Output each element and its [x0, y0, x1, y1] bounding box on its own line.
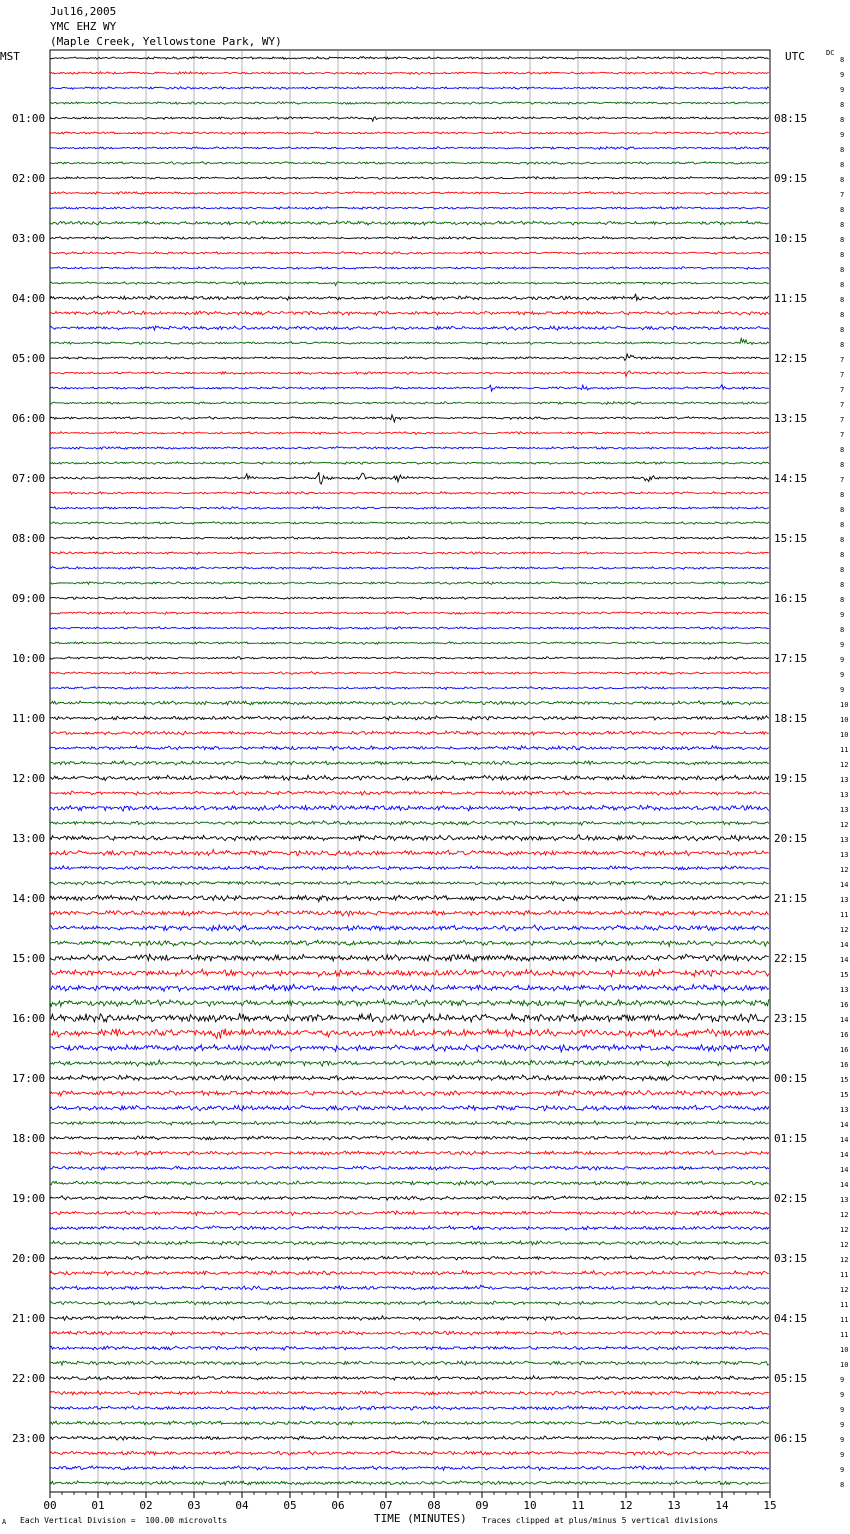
dc-offset-value: 11 [840, 911, 849, 919]
trace-row [50, 102, 769, 105]
trace-row [50, 1241, 769, 1245]
dc-offset-value: 9 [840, 1466, 845, 1474]
left-hour-label: 12:00 [12, 772, 46, 785]
trace-row [50, 252, 769, 255]
trace-row [50, 850, 769, 856]
trace-row [50, 1044, 769, 1051]
trace-row [50, 597, 769, 600]
trace-row [50, 1436, 769, 1440]
trace-row [50, 221, 769, 225]
vertical-scale-note: Each Vertical Division = 100.00 microvolts [20, 1516, 228, 1525]
left-hour-label: 08:00 [12, 532, 46, 545]
trace-row [50, 1301, 769, 1305]
x-tick-label: 09 [475, 1499, 489, 1512]
dc-offset-value: 11 [840, 1271, 849, 1279]
trace-row [50, 1451, 769, 1455]
dc-offset-value: 16 [840, 1061, 849, 1069]
trace-row [50, 1376, 769, 1380]
trace-row [50, 687, 769, 690]
left-hour-label: 21:00 [12, 1312, 46, 1325]
dc-offset-value: 8 [840, 176, 845, 184]
dc-offset-value: 8 [840, 461, 845, 469]
dc-offset-value: 8 [840, 341, 845, 349]
trace-row [50, 415, 769, 422]
left-hour-label: 17:00 [12, 1072, 46, 1085]
seismic-traces [50, 57, 769, 1485]
dc-offset-value: 9 [840, 656, 845, 664]
dc-offset-value: 10 [840, 716, 849, 724]
dc-offset-value: 12 [840, 1211, 849, 1219]
trace-row [50, 162, 769, 165]
dc-offset-value: 9 [840, 71, 845, 79]
right-hour-label: 15:15 [774, 532, 808, 545]
right-hour-label: 03:15 [774, 1252, 808, 1265]
dc-offset-value: 14 [840, 1181, 849, 1189]
dc-offset-value: 14 [840, 956, 849, 964]
x-tick-label: 14 [715, 1499, 729, 1512]
trace-row [50, 582, 769, 585]
right-hour-label: 14:15 [774, 472, 808, 485]
plot-date: Jul16,2005 [50, 5, 117, 18]
dc-offset-value: 8 [840, 206, 845, 214]
trace-row [50, 731, 769, 735]
dc-offset-value: 9 [840, 1376, 845, 1384]
dc-offset-value: 8 [840, 101, 845, 109]
left-hour-label: 10:00 [12, 652, 46, 665]
trace-row [50, 402, 769, 405]
trace-row [50, 1256, 769, 1260]
trace-row [50, 1136, 769, 1140]
trace-row [50, 338, 769, 344]
trace-row [50, 612, 769, 615]
dc-offset-header: DC [826, 49, 835, 57]
left-hour-label: 06:00 [12, 412, 46, 425]
time-labels [12, 56, 848, 1489]
dc-offset-value: 12 [840, 926, 849, 934]
dc-offset-value: 7 [840, 476, 845, 484]
right-hour-label: 20:15 [774, 832, 808, 845]
dc-offset-value: 12 [840, 1241, 849, 1249]
dc-offset-value: 9 [840, 1406, 845, 1414]
trace-row [50, 147, 769, 150]
dc-offset-value: 8 [840, 221, 845, 229]
trace-row [50, 821, 769, 826]
dc-offset-value: 8 [840, 296, 845, 304]
trace-row [50, 447, 769, 450]
left-hour-label: 01:00 [12, 112, 46, 125]
trace-row [50, 237, 769, 240]
plot-frame [50, 50, 770, 1492]
right-hour-label: 21:15 [774, 892, 808, 905]
dc-offset-value: 13 [840, 1196, 849, 1204]
trace-row [50, 746, 769, 750]
dc-offset-value: 8 [840, 536, 845, 544]
dc-offset-value: 8 [840, 521, 845, 529]
left-hour-label: 11:00 [12, 712, 46, 725]
left-hour-label: 22:00 [12, 1372, 46, 1385]
dc-offset-value: 10 [840, 1361, 849, 1369]
dc-offset-value: 8 [840, 506, 845, 514]
left-hour-label: 18:00 [12, 1132, 46, 1145]
trace-row [50, 1346, 769, 1350]
trace-row [50, 761, 769, 765]
right-hour-label: 06:15 [774, 1432, 808, 1445]
clipping-note: Traces clipped at plus/minus 5 vertical divisions [482, 1516, 719, 1525]
grid-lines [50, 50, 770, 1492]
dc-offset-value: 8 [840, 491, 845, 499]
trace-row [50, 472, 769, 484]
right-hour-label: 05:15 [774, 1372, 808, 1385]
left-hour-label: 05:00 [12, 352, 46, 365]
dc-offset-value: 11 [840, 1331, 849, 1339]
dc-offset-value: 8 [840, 581, 845, 589]
dc-offset-value: 13 [840, 986, 849, 994]
right-hour-label: 13:15 [774, 412, 808, 425]
dc-offset-value: 8 [840, 626, 845, 634]
trace-row [50, 627, 769, 630]
trace-row [50, 57, 769, 60]
dc-offset-value: 9 [840, 1391, 845, 1399]
dc-offset-value: 15 [840, 1091, 849, 1099]
dc-offset-value: 15 [840, 971, 849, 979]
trace-row [50, 716, 769, 720]
dc-offset-value: 8 [840, 236, 845, 244]
trace-row [50, 1013, 769, 1022]
dc-offset-value: 8 [840, 1481, 845, 1489]
dc-offset-value: 11 [840, 1301, 849, 1309]
x-tick-label: 11 [571, 1499, 585, 1512]
trace-row [50, 567, 769, 570]
dc-offset-value: 7 [840, 431, 845, 439]
trace-row [50, 701, 769, 705]
trace-row [50, 267, 769, 270]
x-tick-label: 00 [43, 1499, 57, 1512]
trace-row [50, 954, 769, 961]
right-hour-label: 23:15 [774, 1012, 808, 1025]
x-axis-title: TIME (MINUTES) [374, 1512, 467, 1525]
dc-offset-value: 14 [840, 1166, 849, 1174]
dc-offset-value: 13 [840, 791, 849, 799]
x-tick-label: 01 [91, 1499, 105, 1512]
dc-offset-value: 12 [840, 821, 849, 829]
dc-offset-value: 8 [840, 146, 845, 154]
trace-row [50, 1466, 769, 1470]
station-code: YMC EHZ WY [50, 20, 117, 33]
dc-offset-value: 10 [840, 1346, 849, 1354]
right-hour-label: 16:15 [774, 592, 808, 605]
dc-offset-value: 9 [840, 686, 845, 694]
right-hour-label: 22:15 [774, 952, 808, 965]
dc-offset-value: 9 [840, 1451, 845, 1459]
trace-row [50, 1481, 769, 1485]
trace-row [50, 984, 769, 991]
dc-offset-value: 16 [840, 1046, 849, 1054]
left-hour-label: 23:00 [12, 1432, 46, 1445]
dc-offset-value: 16 [840, 1001, 849, 1009]
right-hour-label: 11:15 [774, 292, 808, 305]
left-timezone-label: MST [0, 50, 20, 63]
trace-row [50, 326, 769, 330]
dc-offset-value: 8 [840, 566, 845, 574]
trace-row [50, 925, 769, 931]
dc-offset-value: 9 [840, 611, 845, 619]
dc-offset-value: 8 [840, 266, 845, 274]
trace-row [50, 117, 769, 122]
dc-offset-value: 13 [840, 851, 849, 859]
trace-row [50, 1166, 769, 1170]
trace-row [50, 672, 769, 675]
dc-offset-value: 12 [840, 761, 849, 769]
dc-offset-value: 13 [840, 806, 849, 814]
trace-row [50, 192, 769, 195]
right-hour-label: 04:15 [774, 1312, 808, 1325]
right-hour-label: 12:15 [774, 352, 808, 365]
dc-offset-value: 14 [840, 1121, 849, 1129]
dc-offset-value: 7 [840, 371, 845, 379]
trace-row [50, 1196, 769, 1200]
trace-row [50, 642, 769, 645]
x-tick-label: 05 [283, 1499, 297, 1512]
dc-offset-value: 12 [840, 866, 849, 874]
trace-row [50, 895, 769, 901]
left-hour-label: 02:00 [12, 172, 46, 185]
x-tick-label: 02 [139, 1499, 153, 1512]
trace-row [50, 207, 769, 210]
left-hour-label: 20:00 [12, 1252, 46, 1265]
x-tick-label: 10 [523, 1499, 537, 1512]
dc-offset-value: 10 [840, 731, 849, 739]
trace-row [50, 132, 769, 135]
trace-row [50, 791, 769, 796]
right-hour-label: 17:15 [774, 652, 808, 665]
trace-row [50, 282, 769, 286]
trace-row [50, 1421, 769, 1425]
dc-offset-value: 13 [840, 1106, 849, 1114]
trace-row [50, 775, 769, 780]
left-hour-label: 19:00 [12, 1192, 46, 1205]
trace-row [50, 835, 769, 841]
trace-row [50, 492, 769, 495]
dc-offset-value: 13 [840, 896, 849, 904]
dc-offset-value: 14 [840, 881, 849, 889]
x-axis-ticks [43, 1492, 776, 1512]
dc-offset-value: 8 [840, 161, 845, 169]
right-hour-label: 01:15 [774, 1132, 808, 1145]
trace-row [50, 657, 769, 660]
left-hour-label: 04:00 [12, 292, 46, 305]
trace-row [50, 881, 769, 885]
dc-offset-value: 8 [840, 56, 845, 64]
trace-row [50, 1211, 769, 1215]
dc-offset-value: 8 [840, 596, 845, 604]
trace-row [50, 507, 769, 510]
trace-row [50, 1181, 769, 1185]
dc-offset-value: 8 [840, 116, 845, 124]
dc-offset-value: 9 [840, 671, 845, 679]
left-hour-label: 14:00 [12, 892, 46, 905]
trace-row [50, 910, 769, 915]
trace-row [50, 311, 769, 316]
trace-row [50, 552, 769, 555]
dc-offset-value: 15 [840, 1076, 849, 1084]
right-hour-label: 08:15 [774, 112, 808, 125]
dc-offset-value: 7 [840, 191, 845, 199]
trace-row [50, 1271, 769, 1275]
dc-offset-value: 9 [840, 1436, 845, 1444]
trace-row [50, 432, 769, 435]
trace-row [50, 1060, 769, 1066]
dc-offset-value: 7 [840, 356, 845, 364]
trace-row [50, 969, 769, 977]
trace-row [50, 1316, 769, 1321]
trace-row [50, 522, 769, 525]
dc-offset-value: 12 [840, 1226, 849, 1234]
dc-offset-value: 8 [840, 311, 845, 319]
dc-offset-value: 9 [840, 131, 845, 139]
footer-mark: A [2, 1518, 7, 1526]
dc-offset-value: 8 [840, 326, 845, 334]
dc-offset-value: 14 [840, 1016, 849, 1024]
right-hour-label: 18:15 [774, 712, 808, 725]
trace-row [50, 385, 769, 392]
right-hour-label: 10:15 [774, 232, 808, 245]
x-tick-label: 04 [235, 1499, 249, 1512]
x-tick-label: 07 [379, 1499, 393, 1512]
dc-offset-value: 9 [840, 86, 845, 94]
x-tick-label: 12 [619, 1499, 633, 1512]
dc-offset-value: 14 [840, 941, 849, 949]
left-hour-label: 09:00 [12, 592, 46, 605]
left-hour-label: 15:00 [12, 952, 46, 965]
left-hour-label: 07:00 [12, 472, 46, 485]
trace-row [50, 940, 769, 946]
trace-row [50, 294, 769, 301]
dc-offset-value: 13 [840, 776, 849, 784]
trace-row [50, 371, 769, 377]
left-hour-label: 13:00 [12, 832, 46, 845]
trace-row [50, 1029, 769, 1039]
x-tick-label: 08 [427, 1499, 441, 1512]
trace-row [50, 177, 769, 180]
right-hour-label: 02:15 [774, 1192, 808, 1205]
trace-row [50, 805, 769, 811]
trace-row [50, 1331, 769, 1335]
dc-offset-value: 8 [840, 551, 845, 559]
dc-offset-value: 12 [840, 1256, 849, 1264]
dc-offset-value: 14 [840, 1136, 849, 1144]
left-hour-label: 03:00 [12, 232, 46, 245]
trace-row [50, 537, 769, 540]
dc-offset-value: 11 [840, 746, 849, 754]
trace-row [50, 1075, 769, 1081]
x-tick-label: 15 [763, 1499, 777, 1512]
left-hour-label: 16:00 [12, 1012, 46, 1025]
station-location: (Maple Creek, Yellowstone Park, WY) [50, 35, 282, 48]
dc-offset-value: 16 [840, 1031, 849, 1039]
dc-offset-value: 11 [840, 1316, 849, 1324]
x-tick-label: 13 [667, 1499, 681, 1512]
dc-offset-value: 7 [840, 401, 845, 409]
x-tick-label: 06 [331, 1499, 345, 1512]
trace-row [50, 1090, 769, 1096]
dc-offset-value: 9 [840, 1421, 845, 1429]
right-hour-label: 00:15 [774, 1072, 808, 1085]
x-tick-label: 03 [187, 1499, 201, 1512]
dc-offset-value: 9 [840, 641, 845, 649]
right-hour-label: 19:15 [774, 772, 808, 785]
dc-offset-value: 8 [840, 446, 845, 454]
trace-row [50, 354, 769, 360]
trace-row [50, 1285, 769, 1290]
right-timezone-label: UTC [785, 50, 805, 63]
dc-offset-value: 7 [840, 386, 845, 394]
dc-offset-value: 8 [840, 281, 845, 289]
trace-row [50, 1226, 769, 1230]
dc-offset-value: 13 [840, 836, 849, 844]
dc-offset-value: 7 [840, 416, 845, 424]
trace-row [50, 462, 769, 465]
trace-row [50, 1105, 769, 1111]
trace-row [50, 1151, 769, 1156]
dc-offset-value: 8 [840, 251, 845, 259]
right-hour-label: 09:15 [774, 172, 808, 185]
dc-offset-value: 10 [840, 701, 849, 709]
trace-row [50, 1121, 769, 1125]
trace-row [50, 999, 769, 1006]
trace-row [50, 87, 769, 90]
trace-row [50, 1391, 769, 1395]
trace-row [50, 72, 769, 75]
trace-row [50, 1406, 769, 1410]
trace-row [50, 1361, 769, 1365]
dc-offset-value: 14 [840, 1151, 849, 1159]
dc-offset-value: 12 [840, 1286, 849, 1294]
trace-row [50, 866, 769, 870]
